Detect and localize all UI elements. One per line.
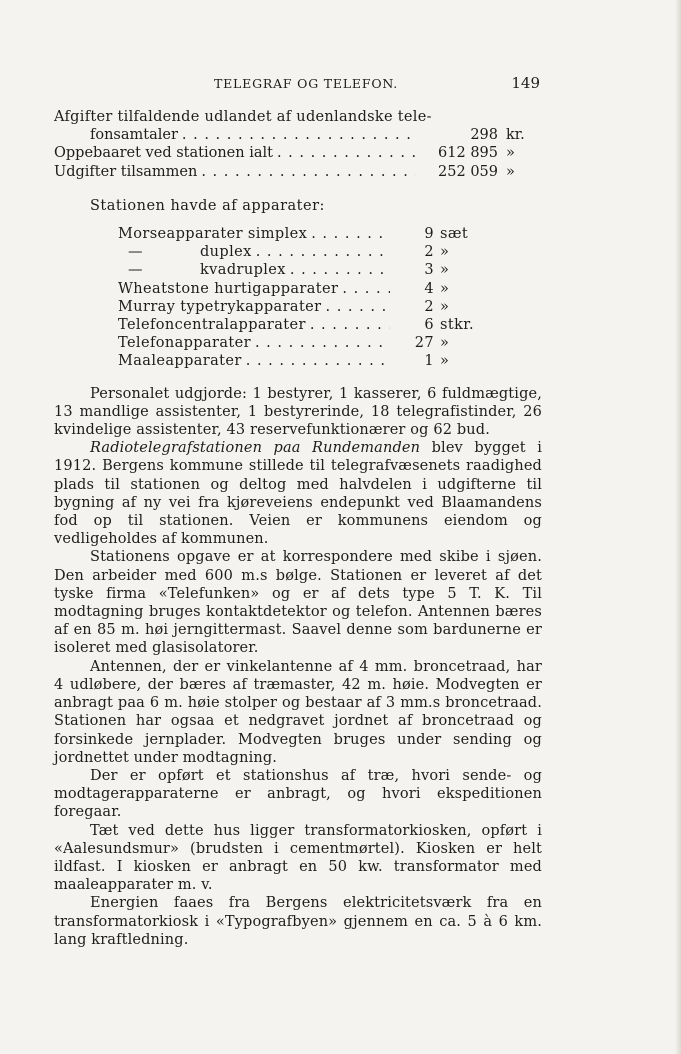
fees-row [54, 144, 542, 162]
fees-row-label: Udgifter tilsammen [54, 163, 198, 180]
fees-row-unit: kr. [506, 127, 525, 144]
paragraph-radio-station [54, 439, 542, 548]
leader-dots [321, 298, 390, 316]
apparatus-row [118, 261, 480, 279]
ditto-dash: — [128, 262, 143, 279]
apparatus-row-unit: » [440, 280, 450, 297]
fees-row-label: fonsamtaler [90, 127, 178, 144]
apparatus-row-value: 2 [424, 298, 434, 315]
paragraph-energy: Energien faaes fra Bergens elektricitetsværk fra en transformatorkiosk i «Typografbyen» gjennem en ca. 5 à 6 km. lang kraftledning. [54, 895, 542, 948]
apparatus-row [118, 280, 480, 298]
apparatus-row-label: Murray typetrykapparater [118, 298, 322, 315]
apparatus-row [118, 334, 480, 352]
apparatus-row [118, 352, 480, 370]
paragraph-transformer-kiosk: Tæt ved dette hus ligger transformatorkiosken, opført i «Aalesundsmur» (brudsten i cementmørtel). Kiosken er helt ildfast. I kiosken er anbragt en 50 kw. transformator med maaleapparater m. v. [54, 822, 542, 894]
radio-station-title: Radiotelegrafstationen paa Rundemanden [90, 440, 421, 457]
ditto-dash: — [128, 244, 143, 261]
paragraph-antenna: Antennen, der er vinkelantenne af 4 mm. broncetraad, har 4 udløbere, der bæres af træmaster, 42 m. høie. Modvegten er anbragt paa 6 m. høie stolper og bestaar af 3 mm.s broncetraad. Stationen har ogsaa et nedgravet jordnet af broncetraad og forsinkede jernplader. Modvegten bruges under sending og jordnettet under modtagning. [54, 658, 542, 766]
fees-row-value: 252 059 [438, 163, 498, 180]
leader-dots [252, 243, 390, 261]
apparatus-row-unit: stkr. [440, 317, 475, 334]
apparatus-heading: Stationen havde af apparater: [90, 197, 325, 214]
apparatus-row-value: 6 [424, 317, 434, 334]
fees-table [54, 108, 542, 181]
apparatus-row-unit: » [440, 335, 450, 352]
fees-intro-line: Afgifter tilfaldende udlandet af udenlandske tele- [54, 109, 432, 125]
fees-row-value: 612 895 [438, 145, 498, 162]
apparatus-row-label: Maaleapparater [118, 353, 242, 370]
fees-row [54, 126, 542, 144]
apparatus-row-label: duplex [200, 244, 252, 261]
apparatus-table [118, 225, 480, 371]
paragraph-station-house: Der er opført et stationshus af træ, hvori sende- og modtagerapparaterne er anbragt, og hvori ekspeditionen foregaar. [54, 767, 542, 821]
spacer [54, 371, 542, 385]
apparatus-row-label: Morseapparater simplex [118, 226, 308, 243]
apparatus-row-value: 27 [414, 335, 434, 352]
leader-dots [273, 144, 416, 162]
leader-dots [197, 163, 416, 181]
apparatus-row-label: Wheatstone hurtigapparater [118, 280, 339, 297]
apparatus-row-value: 4 [424, 280, 434, 297]
fees-row-value: 298 [470, 127, 498, 144]
apparatus-row [118, 225, 480, 243]
fees-row-label: Oppebaaret ved stationen ialt [54, 145, 273, 162]
apparatus-row-unit: » [440, 298, 450, 315]
leader-dots [306, 316, 390, 334]
apparatus-row-value: 9 [424, 226, 434, 243]
apparatus-row-label: kvadruplex [200, 262, 286, 279]
fees-row-unit: » [506, 145, 515, 162]
apparatus-row [118, 243, 480, 261]
fees-row-unit: » [506, 163, 515, 180]
apparatus-row-unit: » [440, 262, 450, 279]
apparatus-row-value: 3 [424, 262, 434, 279]
running-title: TELEGRAF OG TELEFON. [214, 76, 399, 91]
fees-row [54, 163, 542, 181]
leader-dots [178, 126, 416, 144]
leader-dots [338, 280, 390, 298]
leader-dots [251, 334, 390, 352]
apparatus-row [118, 316, 480, 334]
apparatus-row-value: 1 [424, 353, 434, 370]
leader-dots [242, 352, 390, 370]
leader-dots [307, 225, 390, 243]
paragraph-station-task: Stationens opgave er at korrespondere med skibe i sjøen. Den arbeider med 600 m.s bølge. Stationen er leveret af det tyske firma «Telefunken» og er af dets type 5 T. K. Til modtagning bruges kontaktdetektor og telefon. Antennen bæres af en 85 m. høi jerngittermast. Saavel denne som bardunerne er isoleret med glasisolatorer. [54, 549, 542, 657]
apparatus-row-unit: sæt [440, 226, 469, 243]
page-edge [675, 0, 681, 1054]
apparatus-row-label: Telefoncentralapparater [118, 317, 306, 334]
apparatus-row-label: Telefonapparater [118, 335, 251, 352]
apparatus-row [118, 298, 480, 316]
paragraph-radio-station-text: blev bygget i 1912. Bergens kommune stillede til telegrafvæsenets raadighed plads til stationen og deltog med halvdelen i udgifterne til bygning af ny vei fra kjøreveiens endepunkt ved Blaamandens fod op til stationen. Veien er kommunens eiendom og vedligeholdes af kommunen. [54, 440, 542, 548]
apparatus-row-unit: » [440, 353, 450, 370]
paragraph-personnel: Personalet udgjorde: 1 bestyrer, 1 kasserer, 6 fuldmægtige, 13 mandlige assistenter, 1 bestyrerinde, 18 telegrafistinder, 26 kvindelige assistenter, 43 reservefunktionærer og 62 bud. [54, 385, 542, 439]
page-number: 149 [511, 74, 540, 92]
page-content [54, 108, 542, 949]
apparatus-row-value: 2 [424, 244, 434, 261]
apparatus-row-unit: » [440, 244, 450, 261]
leader-dots [286, 261, 390, 279]
